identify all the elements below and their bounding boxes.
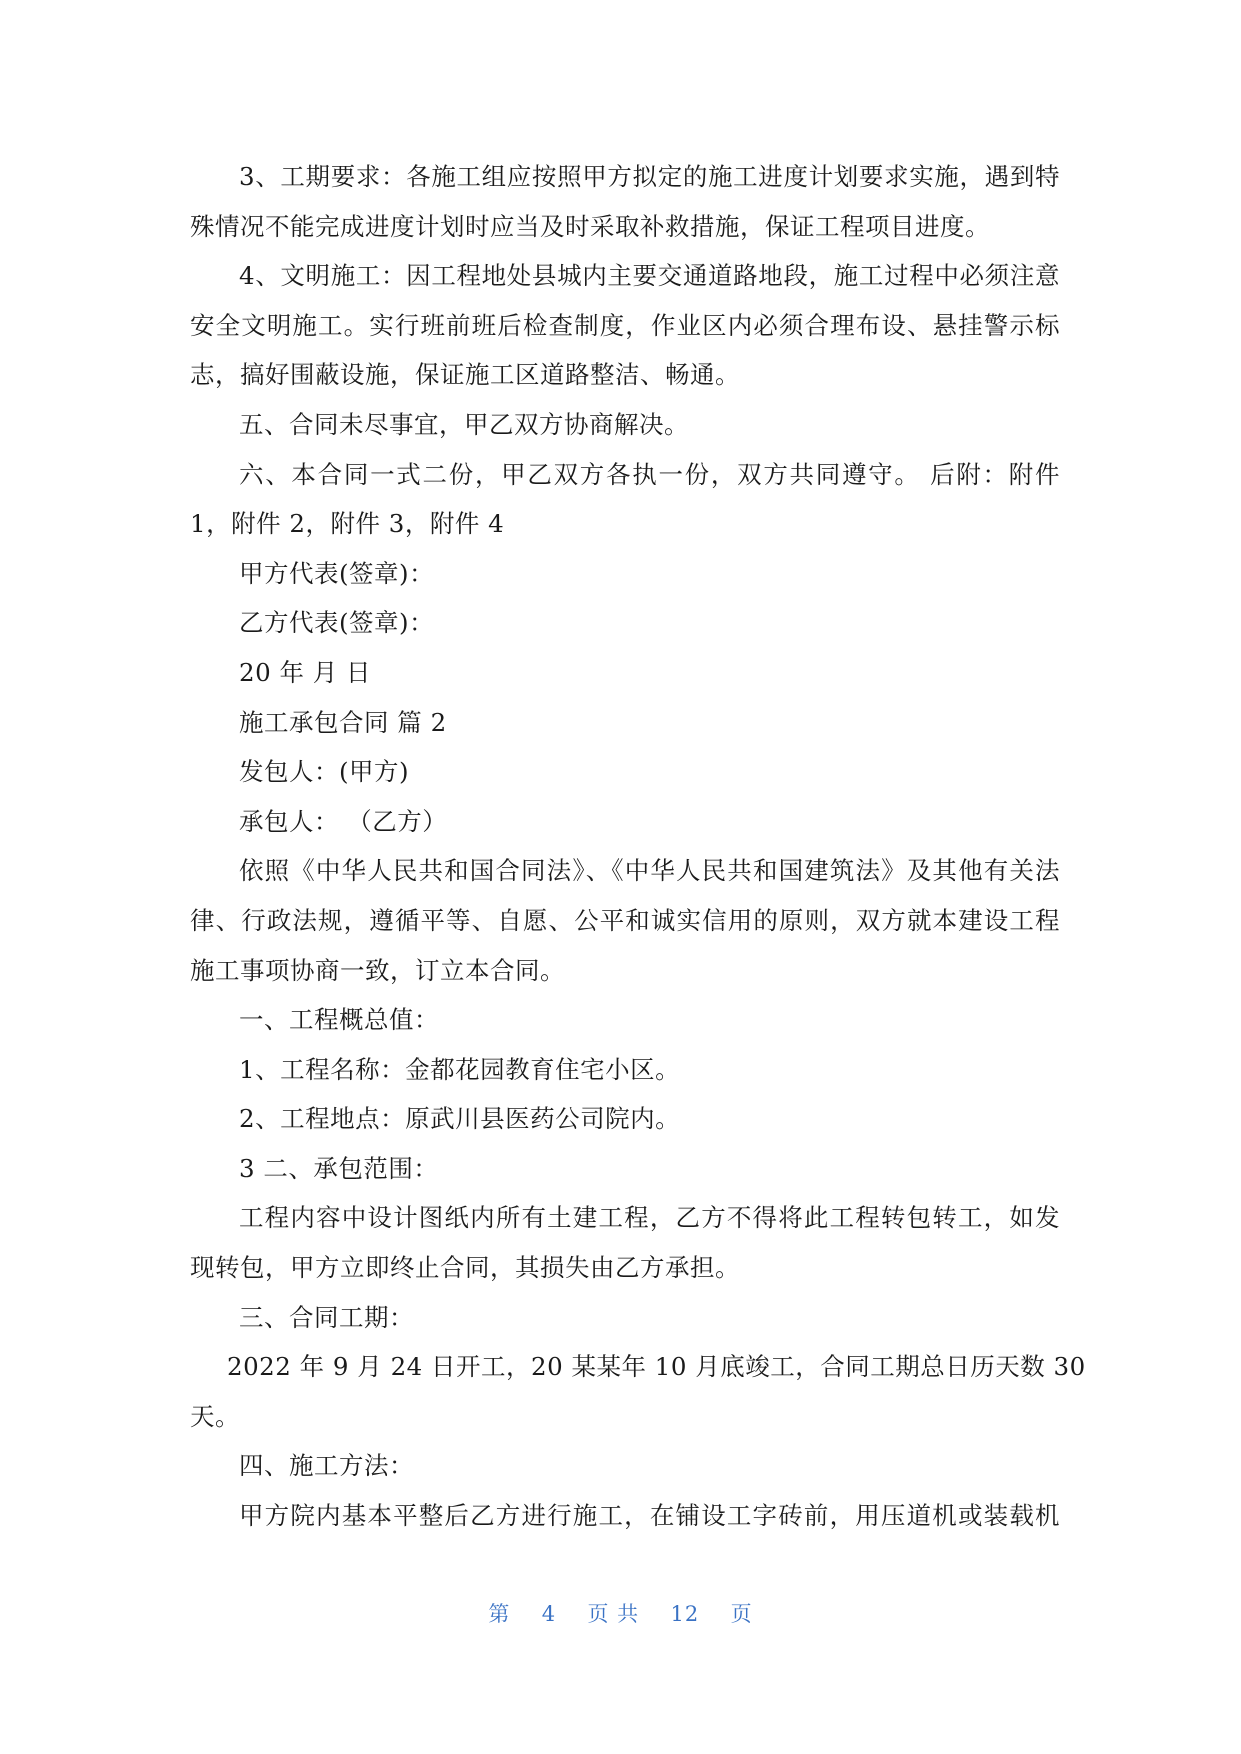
paragraph-line: 甲方院内基本平整后乙方进行施工，在铺设工字砖前，用压道机或装载机 bbox=[239, 1501, 1060, 1531]
page-footer bbox=[0, 1598, 1241, 1628]
total-pages-number: 12 bbox=[670, 1602, 700, 1626]
paragraph-line: 发包人：(甲方) bbox=[239, 757, 410, 787]
paragraph-line: 1，附件 2，附件 3，附件 4 bbox=[190, 509, 505, 539]
paragraph-line: 志，搞好围蔽设施，保证施工区道路整洁、畅通。 bbox=[190, 360, 740, 390]
footer-prefix: 第 bbox=[488, 1602, 511, 1626]
paragraph-line: 工程内容中设计图纸内所有土建工程，乙方不得将此工程转包转工，如发 bbox=[239, 1203, 1060, 1233]
heading-line: 3 二、承包范围： bbox=[239, 1153, 439, 1183]
signature-line-party-b: 乙方代表(签章)： bbox=[239, 608, 435, 638]
paragraph-line: 3、工期要求：各施工组应按照甲方拟定的施工进度计划要求实施，遇到特 bbox=[239, 162, 1060, 191]
paragraph-line: 施工事项协商一致，订立本合同。 bbox=[190, 955, 565, 985]
heading-line: 三、合同工期： bbox=[239, 1302, 414, 1332]
section-title: 施工承包合同 篇 2 bbox=[239, 707, 447, 737]
paragraph-line: 安全文明施工。实行班前班后检查制度，作业区内必须合理布设、悬挂警示标 bbox=[190, 310, 1060, 340]
date-line: 20 年 月 日 bbox=[239, 657, 372, 687]
heading-line: 四、施工方法： bbox=[239, 1451, 414, 1481]
footer-middle: 页 共 bbox=[587, 1602, 640, 1626]
paragraph-line: 殊情况不能完成进度计划时应当及时采取补救措施，保证工程项目进度。 bbox=[190, 211, 990, 241]
signature-line-party-a: 甲方代表(签章)： bbox=[239, 558, 435, 588]
paragraph-line: 六、本合同一式二份，甲乙双方各执一份，双方共同遵守。 后附：附件 bbox=[239, 459, 1060, 489]
heading-line: 一、工程概总值： bbox=[239, 1005, 439, 1035]
paragraph-line: 现转包，甲方立即终止合同，其损失由乙方承担。 bbox=[190, 1253, 740, 1283]
paragraph-line: 五、合同未尽事宜，甲乙双方协商解决。 bbox=[239, 409, 689, 439]
paragraph-line: 承包人： （乙方） bbox=[239, 806, 448, 836]
paragraph-line: 依照《中华人民共和国合同法》、《中华人民共和国建筑法》及其他有关法 bbox=[239, 856, 1060, 886]
paragraph-line: 律、行政法规，遵循平等、自愿、公平和诚实信用的原则，双方就本建设工程 bbox=[190, 905, 1060, 935]
footer-suffix: 页 bbox=[730, 1602, 753, 1626]
paragraph-line: 2、工程地点：原武川县医药公司院内。 bbox=[239, 1104, 681, 1134]
current-page-number: 4 bbox=[541, 1602, 557, 1626]
document-body bbox=[190, 152, 1086, 1541]
paragraph-line: 天。 bbox=[190, 1401, 240, 1431]
paragraph-line: 1、工程名称：金都花园教育住宅小区。 bbox=[239, 1054, 681, 1084]
paragraph-line: 4、文明施工：因工程地处县城内主要交通道路地段，施工过程中必须注意 bbox=[239, 261, 1060, 291]
paragraph-line: 2022 年 9 月 24 日开工，20 某某年 10 月底竣工，合同工期总日历天数 30 bbox=[227, 1352, 1086, 1382]
